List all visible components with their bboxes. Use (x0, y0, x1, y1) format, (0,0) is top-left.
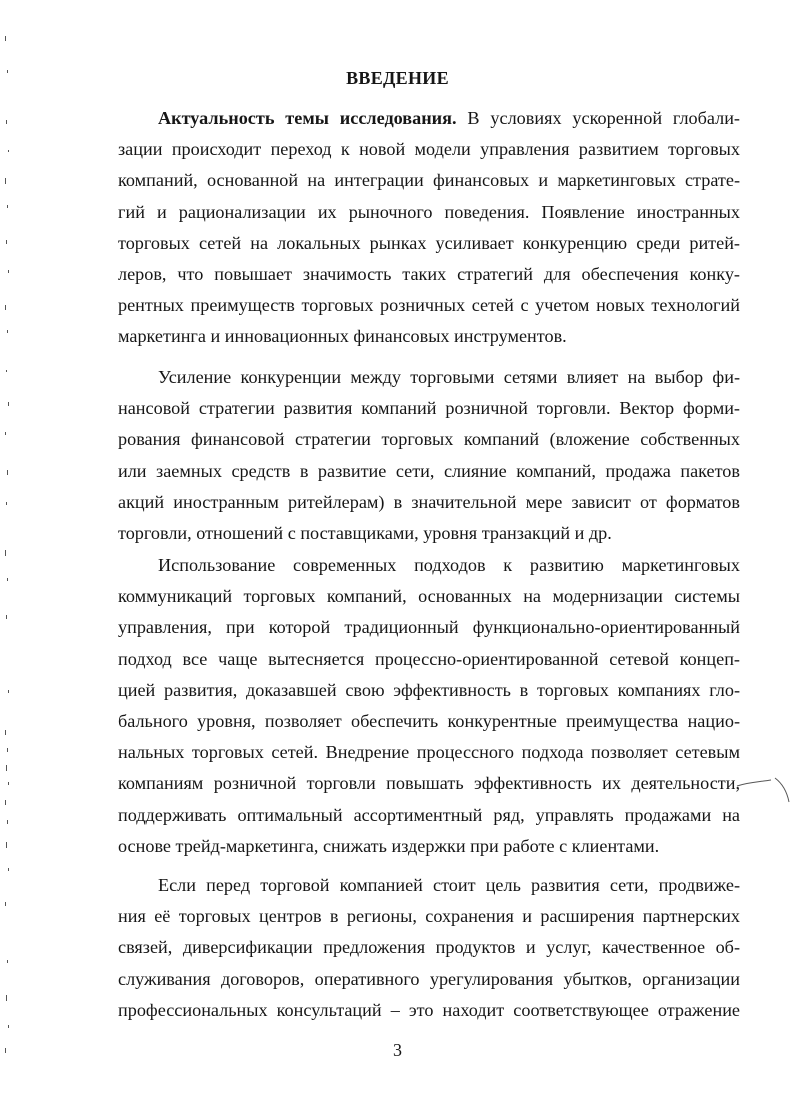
paragraph-line: рентных преимуществ торговых розничных сетей с учетом новых технологий (118, 295, 740, 316)
bold-lead: Актуальность темы исследования. (158, 108, 457, 128)
paragraph-line: служивания договоров, оперативного урегулирования убытков, организации (118, 968, 740, 989)
paragraph-line: ния её торговых центров в регионы, сохранения и расширения партнерских (118, 906, 740, 927)
paragraph-line: рования финансовой стратегии торговых компаний (вложение собственных (118, 429, 740, 450)
paragraph-line: гий и рационализации их рыночного поведения. Появление иностранных (118, 201, 740, 222)
paragraph-line: леров, что повышает значимость таких стратегий для обеспечения конку- (118, 263, 740, 284)
paragraph-line: управления, при которой традиционный функционально-ориентированный (118, 617, 740, 638)
paragraph-line: компаний, основанной на интеграции финансовых и маркетинговых страте- (118, 170, 740, 191)
paragraph-line: Усиление конкуренции между торговыми сетями влияет на выбор фи- (158, 367, 740, 387)
scan-margin-artifacts (2, 30, 16, 1070)
paragraph-line: связей, диверсификации предложения продуктов и услуг, качественное об- (118, 937, 740, 958)
paragraph-line: торговых сетей на локальных рынках усиливает конкуренцию среди ритей- (118, 232, 740, 253)
pen-stroke-mark (735, 772, 795, 812)
paragraph-line: подход все чаще вытесняется процессно-ориентированной сетевой концеп- (118, 648, 740, 669)
paragraph-line: акций иностранным ритейлерам) в значительной мере зависит от форматов (118, 491, 740, 512)
paragraph-line: цией развития, доказавшей свою эффективность в торговых компаниях гло- (118, 679, 740, 700)
paragraph-line: нансовой стратегии развития компаний розничной торговли. Вектор форми- (118, 398, 740, 419)
paragraph-line: бального уровня, позволяет обеспечить конкурентные преимущества нацио- (118, 710, 740, 731)
paragraph-line: торговли, отношений с поставщиками, уровня транзакций и др. (118, 522, 612, 543)
paragraph-2 (118, 362, 740, 549)
paragraph-line: Использование современных подходов к развитию маркетинговых (158, 555, 740, 575)
section-heading: ВВЕДЕНИЕ (346, 68, 449, 88)
paragraph-line: маркетинга и инновационных финансовых инструментов. (118, 326, 567, 347)
paragraph-line: коммуникаций торговых компаний, основанных на модернизации системы (118, 586, 740, 607)
paragraph-4 (118, 870, 740, 1026)
paragraph-line: Если перед торговой компанией стоит цель развития сети, продвиже- (158, 875, 740, 895)
paragraph-line: основе трейд-маркетинга, снижать издержки при работе с клиентами. (118, 835, 660, 856)
paragraph-3 (118, 550, 740, 862)
paragraph-line: компаниям розничной торговли повышать эффективность их деятельности, (118, 773, 740, 794)
paragraph-line: зации происходит переход к новой модели управления развитием торговых (118, 139, 740, 160)
paragraph-line: поддерживать оптимальный ассортиментный ряд, управлять продажами на (118, 804, 740, 825)
paragraph-line: Актуальность темы исследования. В условиях ускоренной глобали- (158, 108, 740, 128)
paragraph-line: профессиональных консультаций – это находит соответствующее отражение (118, 999, 740, 1020)
page-number: 3 (393, 1040, 402, 1060)
paragraph-line: нальных торговых сетей. Внедрение процессного подхода позволяет сетевым (118, 742, 740, 763)
paragraph-1 (118, 103, 740, 353)
paragraph-line: или заемных средств в развитие сети, слияние компаний, продажа пакетов (118, 460, 740, 481)
